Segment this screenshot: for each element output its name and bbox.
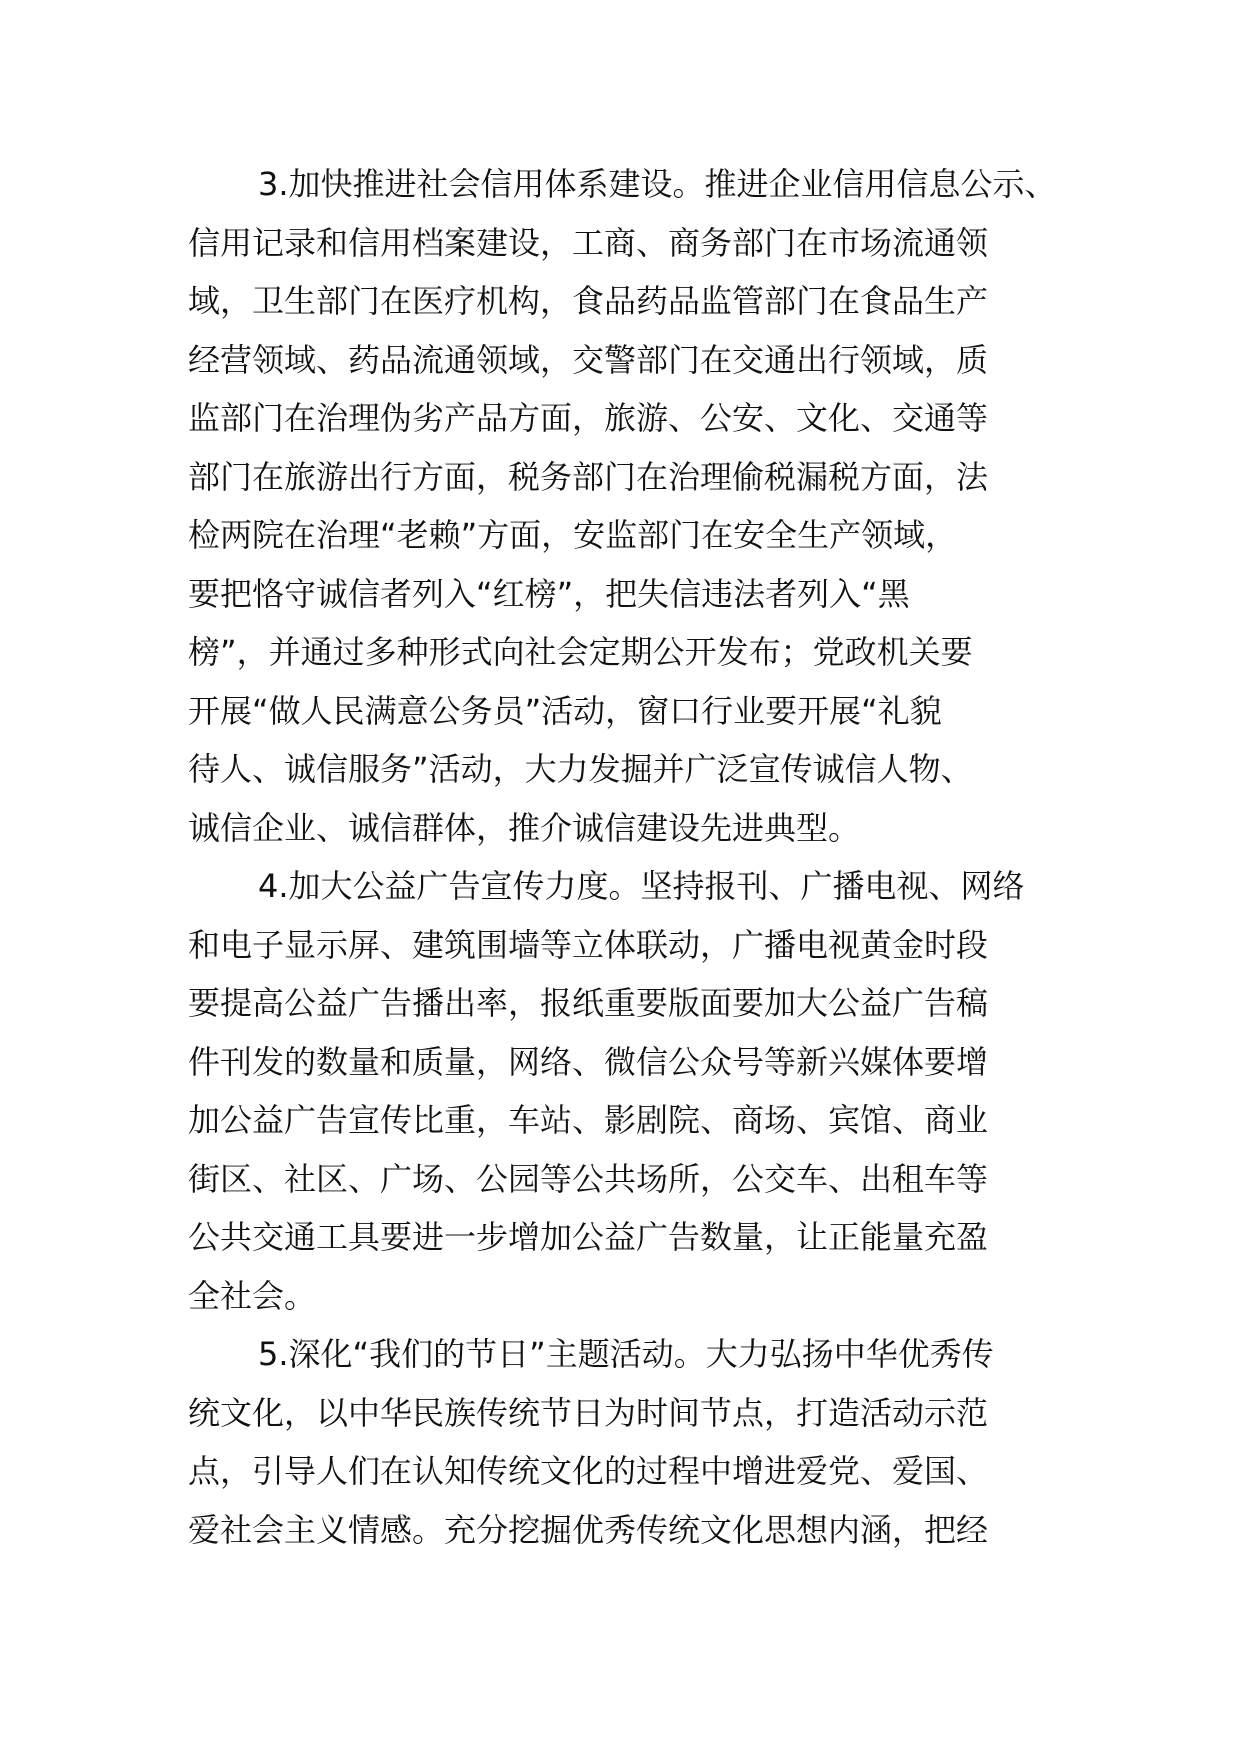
paragraph-3-line-9: 榜”，并通过多种形式向社会定期公开发布；党政机关要 — [188, 633, 973, 671]
paragraph-3-line-3: 域，卫生部门在医疗机构，食品药品监管部门在食品生产 — [188, 282, 989, 320]
paragraph-4-line-6: 街区、社区、广场、公园等公共场所，公交车、出租车等 — [188, 1159, 989, 1198]
paragraph-4-line-2: 和电子显示屏、建筑围墙等立体联动，广播电视黄金时段 — [188, 925, 989, 964]
paragraph-3-line-12: 诚信企业、诚信群体，推介诚信建设先进典型。 — [188, 808, 861, 847]
paragraph-4-line-8: 全社会。 — [188, 1276, 317, 1315]
paragraph-3-line-6: 部门在旅游出行方面，税务部门在治理偷税漏税方面，法 — [188, 457, 989, 496]
paragraph-3-line-1: 3.加快推进社会信用体系建设。推进企业信用信息公示、 — [258, 165, 1057, 203]
paragraph-5-line-1: 5.深化“我们的节日”主题活动。大力弘扬中华优秀传 — [258, 1335, 994, 1373]
paragraph-3-line-8: 要把恪守诚信者列入“红榜”，把失信违法者列入“黑 — [188, 574, 910, 613]
paragraph-3-line-11: 待人、诚信服务”活动，大力发掘并广泛宣传诚信人物、 — [188, 750, 973, 788]
paragraph-5-line-3: 点，引导人们在认知传统文化的过程中增进爱党、爱国、 — [188, 1452, 989, 1490]
document-body — [188, 155, 1088, 1559]
paragraph-3-line-7: 检两院在治理“老赖”方面，安监部门在安全生产领域， — [188, 516, 958, 554]
paragraph-3-line-2: 信用记录和信用档案建设，工商、商务部门在市场流通领 — [188, 223, 989, 262]
paragraph-4-line-3: 要提高公益广告播出率，报纸重要版面要加大公益广告稿 — [188, 984, 989, 1022]
paragraph-5-line-2: 统文化，以中华民族传统节日为时间节点，打造活动示范 — [188, 1393, 989, 1432]
paragraph-3-line-4: 经营领域、药品流通领域，交警部门在交通出行领域，质 — [188, 340, 989, 379]
paragraph-3-line-10: 开展“做人民满意公务员”活动，窗口行业要开展“礼貌 — [188, 691, 942, 730]
paragraph-4-line-5: 加公益广告宣传比重，车站、影剧院、商场、宾馆、商业 — [188, 1101, 989, 1139]
paragraph-4-line-1: 4.加大公益广告宣传力度。坚持报刊、广播电视、网络 — [258, 867, 1025, 905]
paragraph-5-line-4: 爱社会主义情感。充分挖掘优秀传统文化思想内涵，把经 — [188, 1510, 989, 1549]
paragraph-4-line-7: 公共交通工具要进一步增加公益广告数量，让正能量充盈 — [188, 1218, 989, 1256]
paragraph-3-line-5: 监部门在治理伪劣产品方面，旅游、公安、文化、交通等 — [188, 399, 989, 437]
paragraph-4-line-4: 件刊发的数量和质量，网络、微信公众号等新兴媒体要增 — [188, 1042, 989, 1081]
